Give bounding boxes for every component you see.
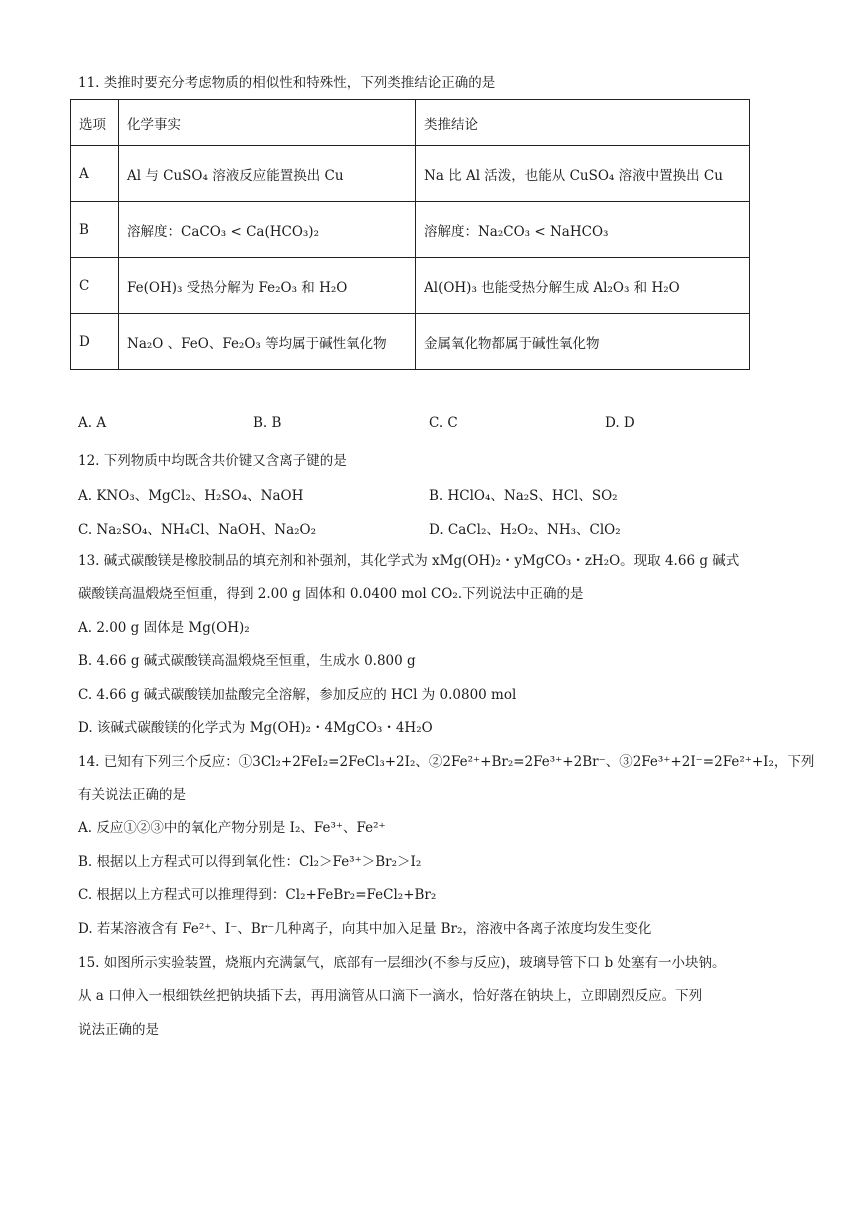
table-row xyxy=(71,202,750,258)
row-conclusion: 溶解度：Na₂CO₃ < NaHCO₃ xyxy=(416,202,750,258)
row-fact: Fe(OH)₃ 受热分解为 Fe₂O₃ 和 H₂O xyxy=(119,258,416,314)
row-conclusion: 金属氧化物都属于碱性氧化物 xyxy=(416,314,750,370)
q13-stem-line2: 碳酸镁高温煅烧至恒重，得到 2.00 g 固体和 0.0400 mol CO₂.下列说法中正确的是 xyxy=(78,586,584,602)
q11-table xyxy=(70,99,750,370)
q12-options-row2 xyxy=(78,518,798,538)
q13-option-b[interactable]: B. 4.66 g 碱式碳酸镁高温煅烧至恒重，生成水 0.800 g xyxy=(78,653,416,669)
row-fact: 溶解度：CaCO₃ < Ca(HCO₃)₂ xyxy=(119,202,416,258)
q12-option-b[interactable]: B. HClO₄、Na₂S、HCl、SO₂ xyxy=(429,488,618,504)
q13-option-d[interactable]: D. 该碱式碳酸镁的化学式为 Mg(OH)₂・4MgCO₃・4H₂O xyxy=(78,720,433,736)
q14-option-b[interactable]: B. 根据以上方程式可以得到氧化性：Cl₂＞Fe³⁺＞Br₂＞I₂ xyxy=(78,854,422,870)
q14-option-d[interactable]: D. 若某溶液含有 Fe²⁺、I⁻、Br⁻几种离子，向其中加入足量 Br₂，溶液中各离子浓度均发生变化 xyxy=(78,921,652,937)
q11-stem: 11. 类推时要充分考虑物质的相似性和特殊性，下列类推结论正确的是 xyxy=(78,75,496,91)
q12-stem: 12. 下列物质中均既含共价键又含离子键的是 xyxy=(78,453,347,469)
q13-option-a[interactable]: A. 2.00 g 固体是 Mg(OH)₂ xyxy=(78,620,250,636)
table-row xyxy=(71,146,750,202)
q12-option-d[interactable]: D. CaCl₂、H₂O₂、NH₃、ClO₂ xyxy=(429,522,621,538)
row-fact: Al 与 CuSO₄ 溶液反应能置换出 Cu xyxy=(119,146,416,202)
row-fact: Na₂O 、FeO、Fe₂O₃ 等均属于碱性氧化物 xyxy=(119,314,416,370)
row-option: B xyxy=(71,202,119,258)
q14-option-c[interactable]: C. 根据以上方程式可以推理得到：Cl₂+FeBr₂=FeCl₂+Br₂ xyxy=(78,887,437,903)
header-conclusion: 类推结论 xyxy=(416,100,750,146)
q11-option-a[interactable]: A. A xyxy=(78,415,107,431)
row-option: C xyxy=(71,258,119,314)
row-conclusion: Al(OH)₃ 也能受热分解生成 Al₂O₃ 和 H₂O xyxy=(416,258,750,314)
table-row xyxy=(71,314,750,370)
row-option: D xyxy=(71,314,119,370)
table-header-row xyxy=(71,100,750,146)
q12-options-row1 xyxy=(78,484,798,504)
q14-stem-line1: 14. 已知有下列三个反应：①3Cl₂+2FeI₂=2FeCl₃+2I₂、②2Fe²⁺+Br₂=2Fe³⁺+2Br⁻、③2Fe³⁺+2I⁻=2Fe²⁺+I₂，下列 xyxy=(78,754,815,770)
q12-option-c[interactable]: C. Na₂SO₄、NH₄Cl、NaOH、Na₂O₂ xyxy=(78,522,317,538)
q14-option-a[interactable]: A. 反应①②③中的氧化产物分别是 I₂、Fe³⁺、Fe²⁺ xyxy=(78,820,386,836)
q15-stem-line3: 说法正确的是 xyxy=(78,1022,159,1038)
header-fact: 化学事实 xyxy=(119,100,416,146)
q12-option-a[interactable]: A. KNO₃、MgCl₂、H₂SO₄、NaOH xyxy=(78,488,304,504)
header-option: 选项 xyxy=(71,100,119,146)
q11-option-d[interactable]: D. D xyxy=(605,415,635,431)
row-option: A xyxy=(71,146,119,202)
row-conclusion: Na 比 Al 活泼，也能从 CuSO₄ 溶液中置换出 Cu xyxy=(416,146,750,202)
q14-stem-line2: 有关说法正确的是 xyxy=(78,787,186,803)
q13-option-c[interactable]: C. 4.66 g 碱式碳酸镁加盐酸完全溶解，参加反应的 HCl 为 0.0800 mol xyxy=(78,687,517,703)
q11-option-b[interactable]: B. B xyxy=(253,415,282,431)
q15-stem-line2: 从 a 口伸入一根细铁丝把钠块插下去，再用滴管从口滴下一滴水，恰好落在钠块上，立即剧烈反应。下列 xyxy=(78,988,703,1004)
q15-stem-line1: 15. 如图所示实验装置，烧瓶内充满氯气，底部有一层细沙(不参与反应)，玻璃导管下口 b 处塞有一小块钠。 xyxy=(78,955,726,971)
q13-stem-line1: 13. 碱式碳酸镁是橡胶制品的填充剂和补强剂，其化学式为 xMg(OH)₂・yMgCO₃・zH₂O。现取 4.66 g 碱式 xyxy=(78,553,740,569)
q11-options xyxy=(78,415,778,435)
table-row xyxy=(71,258,750,314)
q11-option-c[interactable]: C. C xyxy=(429,415,458,431)
